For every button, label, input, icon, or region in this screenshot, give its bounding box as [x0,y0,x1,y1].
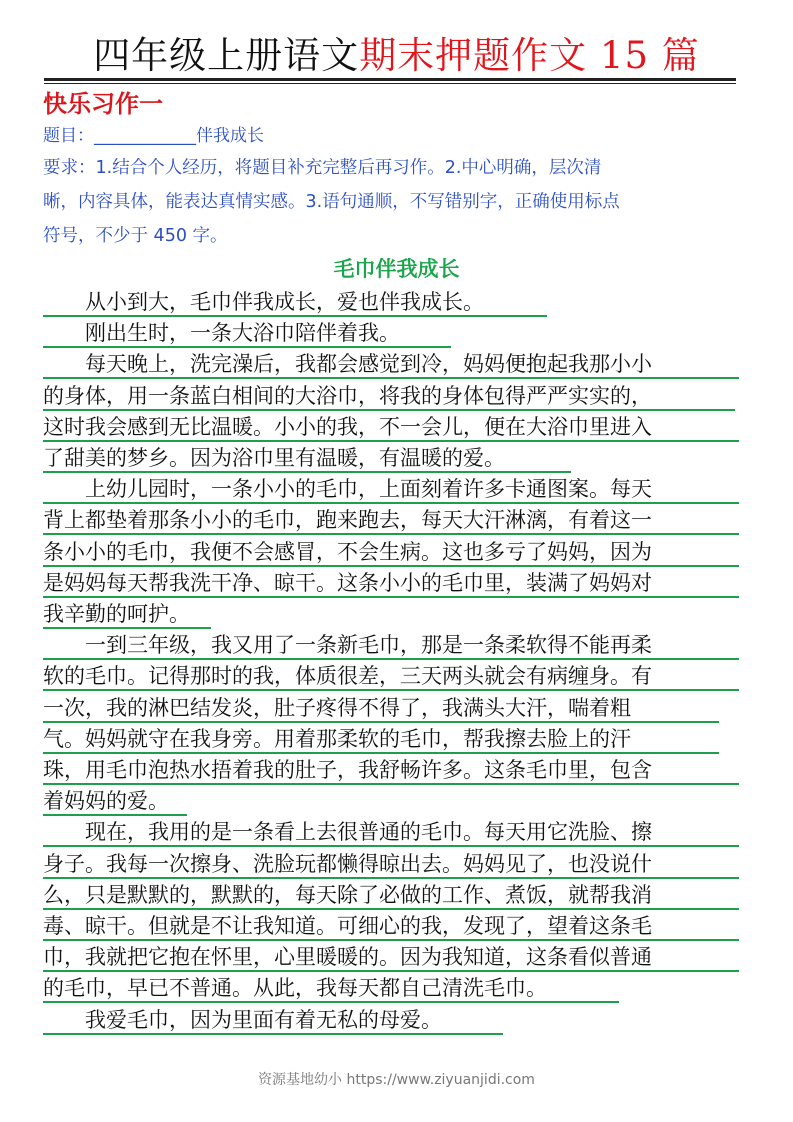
essay-line: 了甜美的梦乡。因为浴巾里有温暖，有温暖的爱。 [43,446,505,470]
essay-line: 一到三年级，我又用了一条新毛巾，那是一条柔软得不能再柔 [43,633,652,658]
document-header [0,34,793,78]
essay-line: 条小小的毛巾，我便不会感冒，不会生病。这也多亏了妈妈，因为 [43,539,652,564]
essay-line: 巾，我就把它抱在怀里，心里暖暖的。因为我知道，这条看似普通 [43,945,652,970]
essay-line: 的毛巾，早已不普通。从此，我每天都自己清洗毛巾。 [43,976,547,1001]
essay-line: 么，只是默默的，默默的，每天除了必做的工作、煮饭，就帮我消 [43,882,652,907]
section-title: 快乐习作一 [43,90,163,118]
header-title-grade: 四年级上册语文 [93,34,360,77]
essay-line: 毒、晾干。但就是不让我知道。可细心的我，发现了，望着这条毛 [43,914,652,938]
essay-line: 每天晚上，洗完澡后，我都会感觉到冷，妈妈便抱起我那小小 [43,352,652,377]
essay-line-underline [43,877,739,879]
essay-line-underline [43,596,739,598]
requirement-line: 要求：1.结合个人经历，将题目补充完整后再习作。2.中心明确，层次清 [43,158,602,178]
essay-line-underline [43,409,735,411]
essay-line-underline [43,627,211,629]
essay-line: 现在，我用的是一条看上去很普通的毛巾。每天用它洗脸、擦 [43,820,652,845]
essay-line-underline [43,783,739,785]
essay-line: 一次，我的淋巴结发炎，肚子疼得不得了，我满头大汗，喘着粗 [43,695,631,720]
essay-line: 着妈妈的爱。 [43,789,169,814]
essay-line-underline [43,471,571,473]
essay-line-underline [43,377,739,379]
essay-line-underline [43,814,187,816]
essay-line: 我辛勤的呵护。 [43,602,190,626]
essay-line-underline [43,565,739,567]
essay-line: 的身体，用一条蓝白相间的大浴巾，将我的身体包得严严实实的， [43,383,652,408]
essay-line: 软的毛巾。记得那时的我，体质很差，三天两头就会有病缠身。有 [43,664,652,689]
essay-prompt [43,123,264,149]
essay-line-underline [43,752,719,754]
essay-line: 是妈妈每天帮我洗干净、晾干。这条小小的毛巾里，装满了妈妈对 [43,570,652,595]
prompt-topic: 伴我成长 [196,126,264,146]
essay-line: 珠，用毛巾泡热水捂着我的肚子，我舒畅许多。这条毛巾里，包含 [43,758,652,782]
essay-line: 刚出生时，一条大浴巾陪伴着我。 [43,321,400,346]
essay-line-underline [43,908,739,910]
essay-line: 上幼儿园时，一条小小的毛巾，上面刻着许多卡通图案。每天 [43,477,652,502]
essay-line-underline [43,658,739,660]
footer-source: 资源基地幼小 https://www.ziyuanjidi.com [258,1072,535,1088]
essay-line-underline [43,1033,503,1035]
essay-line-underline [43,440,739,442]
essay-line-underline [43,502,739,504]
essay-line-underline [43,1001,619,1003]
essay-line: 气。妈妈就守在我身旁。用着那柔软的毛巾，帮我擦去脸上的汗 [43,726,631,751]
essay-line-underline [43,939,739,941]
header-rule-thick [44,78,736,81]
essay-line: 身子。我每一次擦身、洗脸玩都懒得晾出去。妈妈见了，也没说什 [43,851,652,876]
essay-line-underline [43,689,739,691]
requirement-line: 符号，不少于 450 字。 [43,226,228,246]
essay-line-underline [43,970,739,972]
essay-line: 背上都垫着那条小小的毛巾，跑来跑去，每天大汗淋漓，有着这一 [43,508,652,533]
essay-line: 这时我会感到无比温暖。小小的我，不一会儿，便在大浴巾里进入 [43,414,652,439]
essay-line: 从小到大，毛巾伴我成长，爱也伴我成长。 [43,290,484,314]
essay-line-underline [43,346,451,348]
prompt-blank: ____________ [94,126,196,146]
essay-line: 我爱毛巾，因为里面有着无私的母爱。 [43,1007,442,1032]
header-title-topic: 期末押题作文 15 篇 [359,34,700,77]
essay-line-underline [43,721,719,723]
header-rule-thin [44,83,736,84]
essay-line-underline [43,845,739,847]
essay-line-underline [43,533,739,535]
essay-line-underline [43,315,547,317]
requirement-line: 晰，内容具体，能表达真情实感。3.语句通顺，不写错别字，正确使用标点 [43,192,620,212]
prompt-label: 题目： [43,126,94,146]
essay-title: 毛巾伴我成长 [333,257,460,281]
